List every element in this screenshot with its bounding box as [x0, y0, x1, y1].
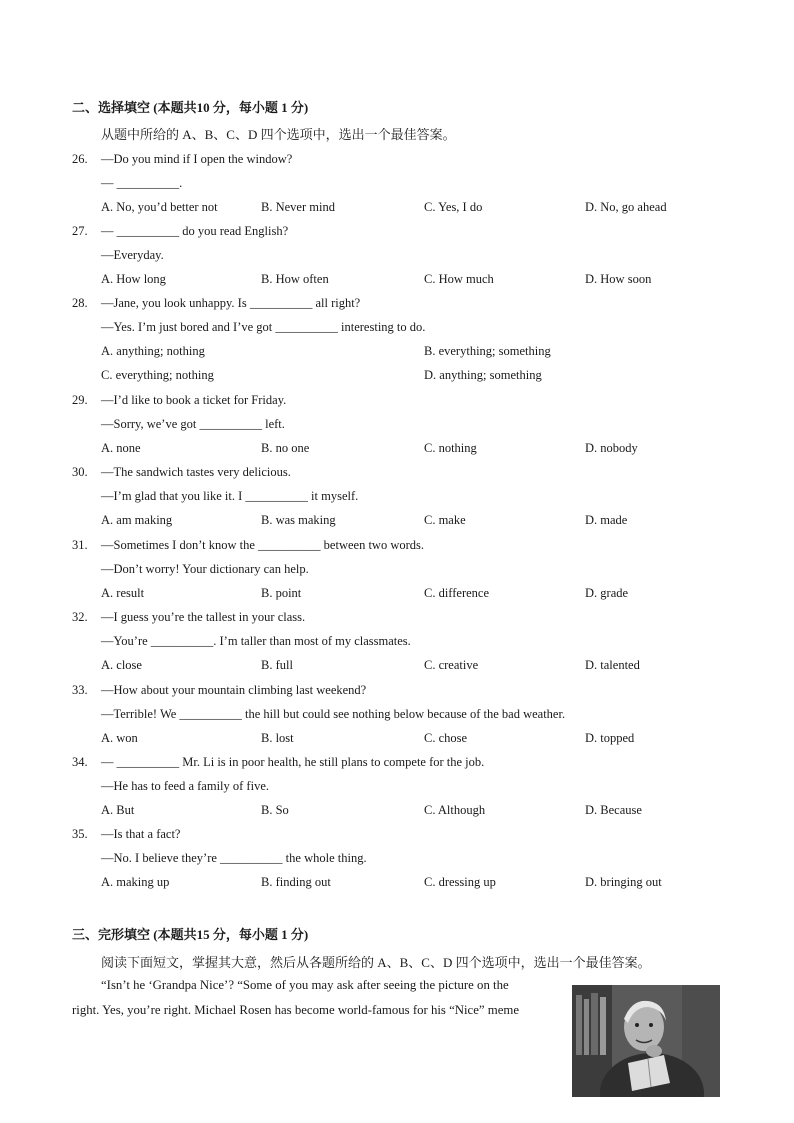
answer-option[interactable]: C. chose	[424, 731, 468, 745]
answer-option[interactable]: B. everything; something	[424, 344, 551, 358]
question-line: —Sorry, we’ve got __________ left.	[101, 417, 285, 431]
answer-option[interactable]: A. anything; nothing	[101, 344, 205, 358]
answer-option[interactable]: D. grade	[585, 586, 629, 600]
question-line: —Yes. I’m just bored and I’ve got __________ interesting to do.	[101, 320, 426, 334]
answer-option[interactable]: B. How often	[261, 272, 329, 286]
section2-instruction: 从题中所给的 A、B、C、D 四个选项中，选出一个最佳答案。	[101, 127, 456, 142]
question-line: —I guess you’re the tallest in your class.	[101, 610, 306, 624]
answer-option[interactable]: C. dressing up	[424, 875, 496, 889]
question-line: —Jane, you look unhappy. Is __________ all right?	[101, 296, 361, 310]
answer-option[interactable]: B. So	[261, 803, 289, 817]
question-line: — __________.	[101, 176, 183, 190]
answer-option[interactable]: C. Although	[424, 803, 486, 817]
answer-option[interactable]: A. none	[101, 441, 141, 455]
question-number: 32.	[72, 610, 88, 624]
answer-option[interactable]: B. lost	[261, 731, 294, 745]
question-number: 29.	[72, 393, 88, 407]
question-line: —I’m glad that you like it. I __________ it myself.	[101, 489, 359, 503]
question-line: —I’d like to book a ticket for Friday.	[101, 393, 287, 407]
answer-option[interactable]: A. making up	[101, 875, 170, 889]
answer-option[interactable]: D. made	[585, 513, 628, 527]
question-line: —Everyday.	[101, 248, 164, 262]
answer-option[interactable]: B. no one	[261, 441, 310, 455]
answer-option[interactable]: A. How long	[101, 272, 166, 286]
question-line: —Don’t worry! Your dictionary can help.	[101, 562, 309, 576]
answer-option[interactable]: C. make	[424, 513, 466, 527]
answer-option[interactable]: D. talented	[585, 658, 640, 672]
answer-option[interactable]: D. How soon	[585, 272, 652, 286]
question-number: 30.	[72, 465, 88, 479]
question-number: 28.	[72, 296, 88, 310]
answer-option[interactable]: C. Yes, I do	[424, 200, 483, 214]
answer-option[interactable]: D. bringing out	[585, 875, 662, 889]
answer-option[interactable]: C. nothing	[424, 441, 477, 455]
answer-option[interactable]: D. topped	[585, 731, 635, 745]
answer-option[interactable]: D. nobody	[585, 441, 638, 455]
question-number: 33.	[72, 683, 88, 697]
answer-option[interactable]: B. full	[261, 658, 293, 672]
answer-option[interactable]: D. Because	[585, 803, 642, 817]
answer-option[interactable]: B. point	[261, 586, 302, 600]
question-number: 35.	[72, 827, 88, 841]
answer-option[interactable]: A. But	[101, 803, 135, 817]
answer-option[interactable]: A. result	[101, 586, 145, 600]
question-line: —Terrible! We __________ the hill but could see nothing below because of the bad weather.	[101, 707, 566, 721]
question-line: —Sometimes I don’t know the __________ between two words.	[101, 538, 424, 552]
question-line: —You’re __________. I’m taller than most of my classmates.	[101, 634, 411, 648]
question-number: 31.	[72, 538, 88, 552]
question-line: —No. I believe they’re __________ the whole thing.	[101, 851, 367, 865]
section2-title: 二、选择填空 (本题共10 分，每小题 1 分)	[72, 100, 309, 115]
passage-line-2: right. Yes, you’re right. Michael Rosen has become world-famous for his “Nice” meme	[72, 1003, 520, 1017]
answer-option[interactable]: D. No, go ahead	[585, 200, 667, 214]
section3-title: 三、完形填空 (本题共15 分，每小题 1 分)	[72, 927, 309, 942]
question-line: —Do you mind if I open the window?	[101, 152, 293, 166]
answer-option[interactable]: A. close	[101, 658, 142, 672]
answer-option[interactable]: A. won	[101, 731, 138, 745]
section3-instruction: 阅读下面短文，掌握其大意，然后从各题所给的 A、B、C、D 四个选项中，选出一个最佳答案。	[101, 955, 651, 970]
answer-option[interactable]: D. anything; something	[424, 368, 542, 382]
question-line: —He has to feed a family of five.	[101, 779, 269, 793]
question-line: —How about your mountain climbing last weekend?	[101, 683, 367, 697]
passage-line-1: “Isn’t he ‘Grandpa Nice’? “Some of you may ask after seeing the picture on the	[101, 978, 509, 992]
question-line: —Is that a fact?	[101, 827, 181, 841]
question-line: — __________ do you read English?	[101, 224, 289, 238]
answer-option[interactable]: C. difference	[424, 586, 490, 600]
answer-option[interactable]: B. finding out	[261, 875, 331, 889]
answer-option[interactable]: C. everything; nothing	[101, 368, 214, 382]
answer-option[interactable]: C. How much	[424, 272, 494, 286]
question-line: —The sandwich tastes very delicious.	[101, 465, 291, 479]
answer-option[interactable]: B. Never mind	[261, 200, 335, 214]
passage-photo	[572, 985, 720, 1097]
answer-option[interactable]: C. creative	[424, 658, 479, 672]
answer-option[interactable]: A. No, you’d better not	[101, 200, 218, 214]
answer-option[interactable]: B. was making	[261, 513, 336, 527]
question-number: 26.	[72, 152, 88, 166]
answer-option[interactable]: A. am making	[101, 513, 173, 527]
question-line: — __________ Mr. Li is in poor health, he still plans to compete for the job.	[101, 755, 485, 769]
question-number: 34.	[72, 755, 88, 769]
question-number: 27.	[72, 224, 88, 238]
